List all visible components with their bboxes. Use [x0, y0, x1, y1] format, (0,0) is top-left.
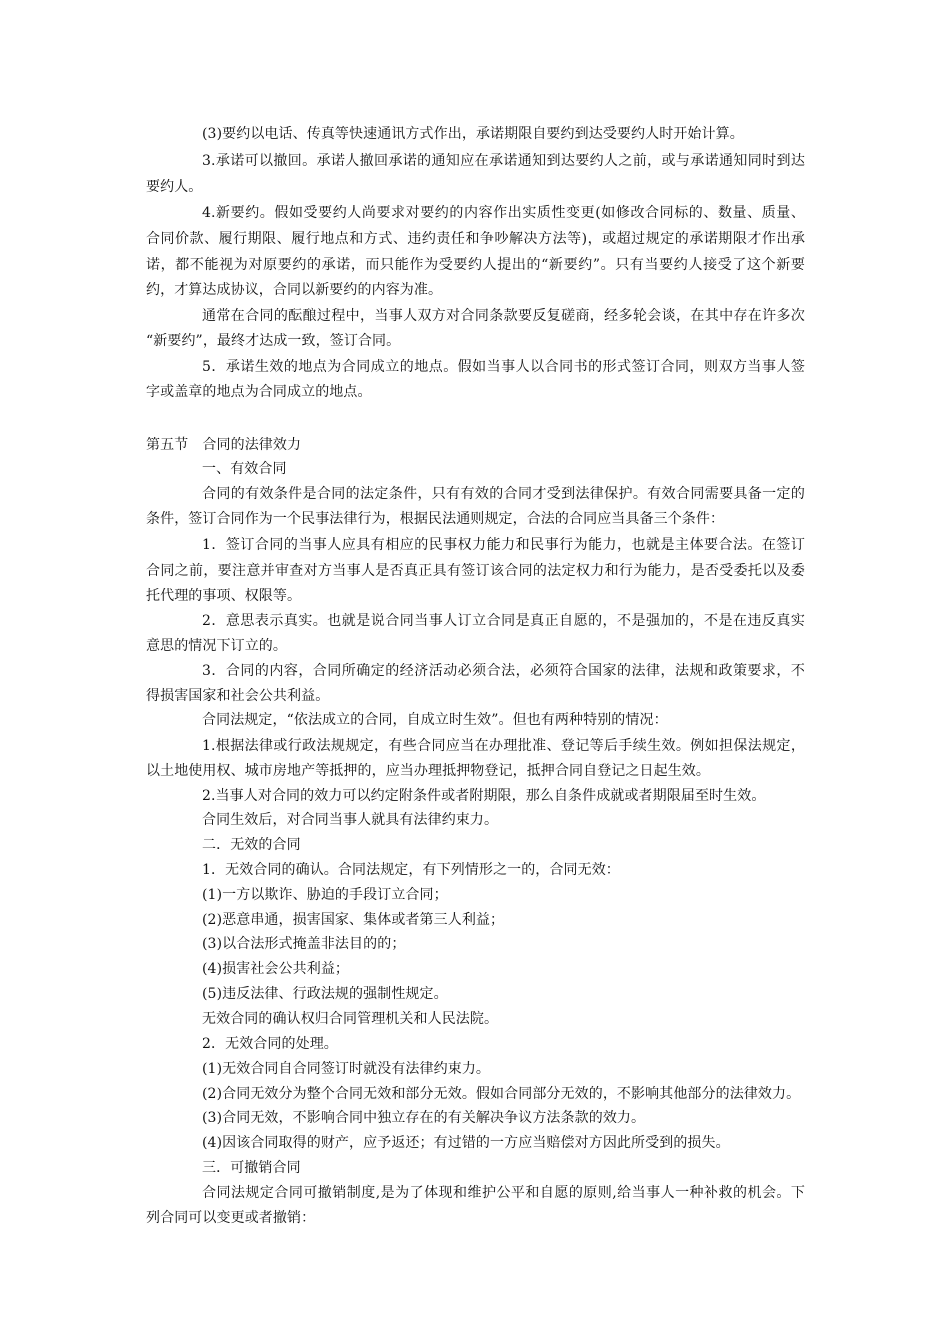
- text-line: 得损害国家和社会公共利益。: [146, 688, 330, 704]
- text-line: 条件，签订合同作为一个民事法律行为，根据民法通则规定，合法的合同应当具备三个条件：: [146, 511, 725, 527]
- list-item: (3)以合法形式掩盖非法目的的；: [202, 936, 406, 952]
- list-item: (1)无效合同自合同签订时就没有法律约束力。: [202, 1061, 491, 1077]
- list-item: (3)合同无效，不影响合同中独立存在的有关解决争议方法条款的效力。: [202, 1110, 646, 1126]
- text-line: 3．合同的内容，合同所确定的经济活动必须合法，必须符合国家的法律，法规和政策要求，不: [202, 663, 805, 679]
- text-line: 意思的情况下订立的。: [146, 638, 287, 654]
- text-line: 2．意思表示真实。也就是说合同当事人订立合同是真正自愿的，不是强加的，不是在违反真实: [202, 613, 805, 629]
- text-line: 托代理的事项、权限等。: [146, 588, 302, 604]
- text-line: 以土地使用权、城市房地产等抵押的，应当办理抵押物登记，抵押合同自登记之日起生效。: [146, 763, 710, 779]
- text-line: 列合同可以变更或者撤销：: [146, 1210, 316, 1226]
- list-item: (2)合同无效分为整个合同无效和部分无效。假如合同部分无效的，不影响其他部分的法律效力。: [202, 1086, 801, 1102]
- text-line: 合同法规定合同可撤销制度,是为了体现和维护公平和自愿的原则,给当事人一种补救的机会。下: [202, 1185, 805, 1201]
- list-item: (2)恶意串通，损害国家、集体或者第三人利益；: [202, 912, 505, 928]
- text-line: 合同的有效条件是合同的法定条件，只有有效的合同才受到法律保护。有效合同需要具备一定的: [202, 486, 805, 502]
- text-line: 合同价款、履行期限、履行地点和方式、违约责任和争吵解决方法等)，或超过规定的承诺期限才作出承: [146, 231, 805, 247]
- text-line: 5．承诺生效的地点为合同成立的地点。假如当事人以合同书的形式签订合同，则双方当事人签: [202, 359, 805, 375]
- subsection-heading: 二．无效的合同: [202, 837, 301, 853]
- text-line: 2.当事人对合同的效力可以约定附条件或者附期限，那么自条件成就或者期限届至时生效。: [202, 788, 766, 804]
- text-line: 通常在合同的酝酿过程中，当事人双方对合同条款要反复磋商，经多轮会谈，在其中存在许多次: [202, 308, 805, 324]
- text-line: 1．无效合同的确认。合同法规定，有下列情形之一的，合同无效：: [202, 862, 620, 878]
- subsection-heading: 三．可撤销合同: [202, 1160, 301, 1176]
- text-line: 要约人。: [146, 179, 203, 195]
- text-line: 合同之前，要注意并审查对方当事人是否真正具有签订该合同的法定权力和行为能力，是否受委托以及委: [146, 563, 805, 579]
- section-heading: 第五节 合同的法律效力: [146, 437, 302, 453]
- text-line: 2．无效合同的处理。: [202, 1036, 338, 1052]
- text-line: 字或盖章的地点为合同成立的地点。: [146, 384, 372, 400]
- text-line: 4.新要约。假如受要约人尚要求对要约的内容作出实质性变更(如修改合同标的、数量、质量、: [202, 205, 805, 221]
- list-item: (5)违反法律、行政法规的强制性规定。: [202, 986, 448, 1002]
- text-line: 3.承诺可以撤回。承诺人撤回承诺的通知应在承诺通知到达要约人之前，或与承诺通知同时到达: [202, 153, 805, 169]
- text-line: 合同生效后，对合同当事人就具有法律约束力。: [202, 812, 499, 828]
- text-line: 无效合同的确认权归合同管理机关和人民法院。: [202, 1011, 499, 1027]
- list-item: (4)因该合同取得的财产，应予返还；有过错的一方应当赔偿对方因此所受到的损失。: [202, 1135, 730, 1151]
- text-line: 约，才算达成协议，合同以新要约的内容为准。: [146, 282, 443, 298]
- subsection-heading: 一、有效合同: [202, 461, 287, 477]
- list-item: (4)损害社会公共利益；: [202, 961, 350, 977]
- text-line: “新要约”，最终才达成一致，签订合同。: [146, 333, 401, 349]
- text-line: 1．签订合同的当事人应具有相应的民事权力能力和民事行为能力，也就是主体要合法。在签订: [202, 537, 805, 553]
- list-item: (1)一方以欺诈、胁迫的手段订立合同；: [202, 887, 448, 903]
- text-line: 合同法规定，“依法成立的合同，自成立时生效”。但也有两种特别的情况：: [202, 712, 668, 728]
- text-line: 1.根据法律或行政法规规定，有些合同应当在办理批准、登记等后手续生效。例如担保法规定，: [202, 738, 805, 754]
- text-line: 诺，都不能视为对原要约的承诺，而只能作为受要约人提出的“新要约”。只有当要约人接受了这个新要: [146, 257, 805, 273]
- text-line: (3)要约以电话、传真等快速通讯方式作出，承诺期限自要约到达受要约人时开始计算。: [202, 126, 744, 142]
